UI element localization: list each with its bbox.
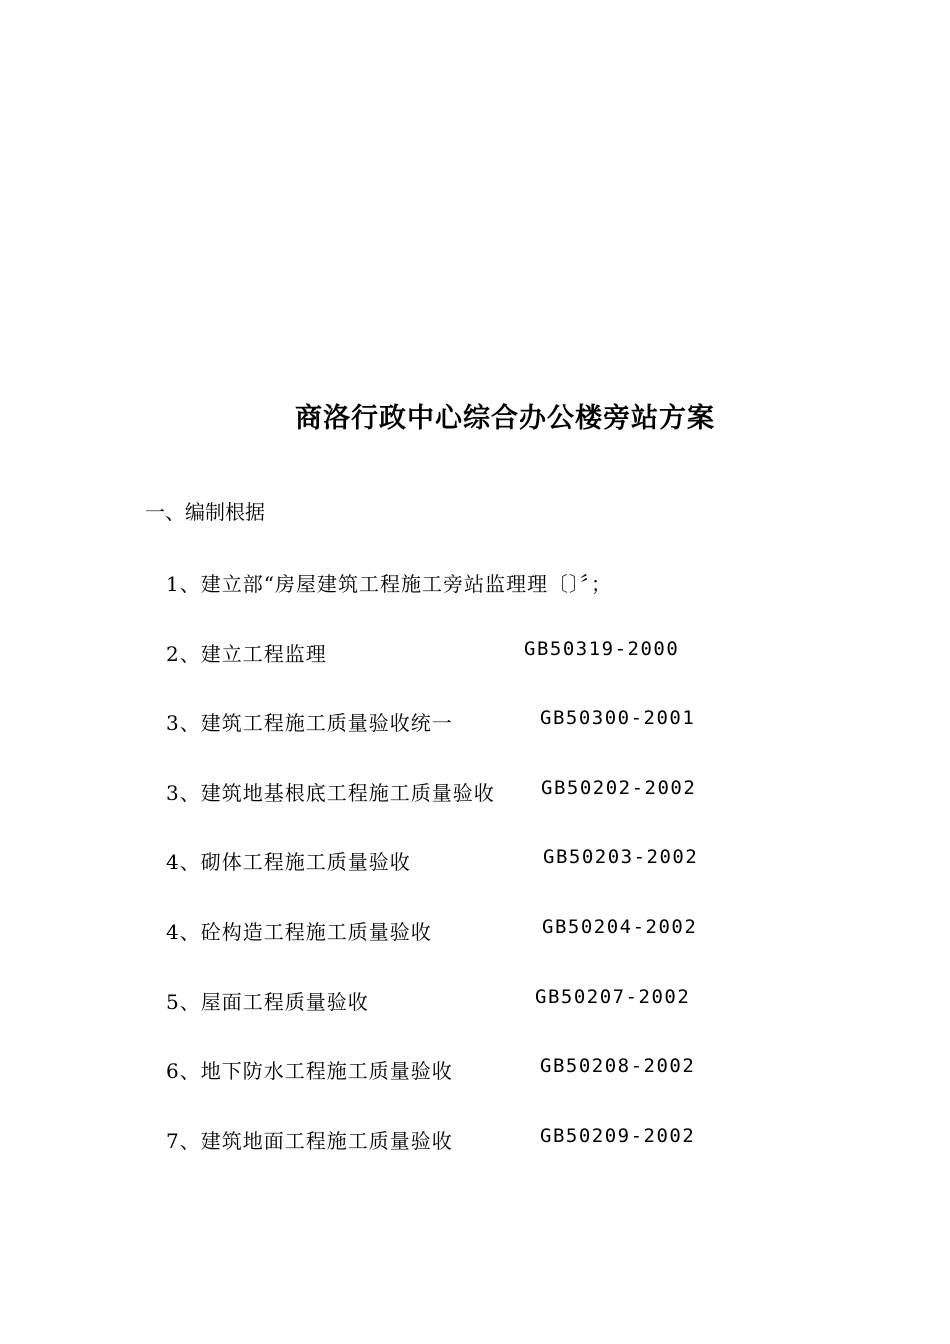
list-item-text: 6、地下防水工程施工质量验收 — [166, 1059, 453, 1083]
list-item-text: 5、屋面工程质量验收 — [166, 990, 369, 1014]
standard-code: GB50319-2000 — [524, 638, 680, 660]
list-item-text: 4、砼构造工程施工质量验收 — [166, 920, 432, 944]
list-item — [166, 1055, 726, 1083]
list-item-text: 4、砌体工程施工质量验收 — [166, 850, 411, 874]
list-item — [166, 916, 726, 944]
list-item — [166, 1125, 726, 1153]
list-item — [166, 846, 726, 874]
standard-code: GB50209-2002 — [540, 1125, 696, 1147]
list-item-text: 3、建筑地基根底工程施工质量验收 — [166, 781, 495, 805]
standard-code: GB50203-2002 — [543, 846, 699, 868]
list-item-text: 3、建筑工程施工质量验收统一 — [166, 711, 453, 735]
list-item — [166, 568, 726, 596]
standard-code: GB50208-2002 — [540, 1055, 696, 1077]
standard-code: GB50204-2002 — [542, 916, 698, 938]
standard-code: GB50207-2002 — [535, 986, 691, 1008]
list-item — [166, 707, 726, 735]
list-item-text: 2、建立工程监理 — [166, 642, 327, 666]
list-item — [166, 638, 726, 666]
list-item — [166, 777, 726, 805]
section-heading: 一、编制根据 — [145, 500, 265, 524]
standard-code: GB50202-2002 — [541, 777, 697, 799]
standard-code: GB50300-2001 — [540, 707, 696, 729]
list-item-text: 7、建筑地面工程施工质量验收 — [166, 1129, 453, 1153]
document-title: 商洛行政中心综合办公楼旁站方案 — [295, 403, 715, 434]
list-item — [166, 986, 726, 1014]
list-item-text: 1、建立部“房屋建筑工程施工旁站监理理〔〕〞； — [166, 572, 612, 596]
